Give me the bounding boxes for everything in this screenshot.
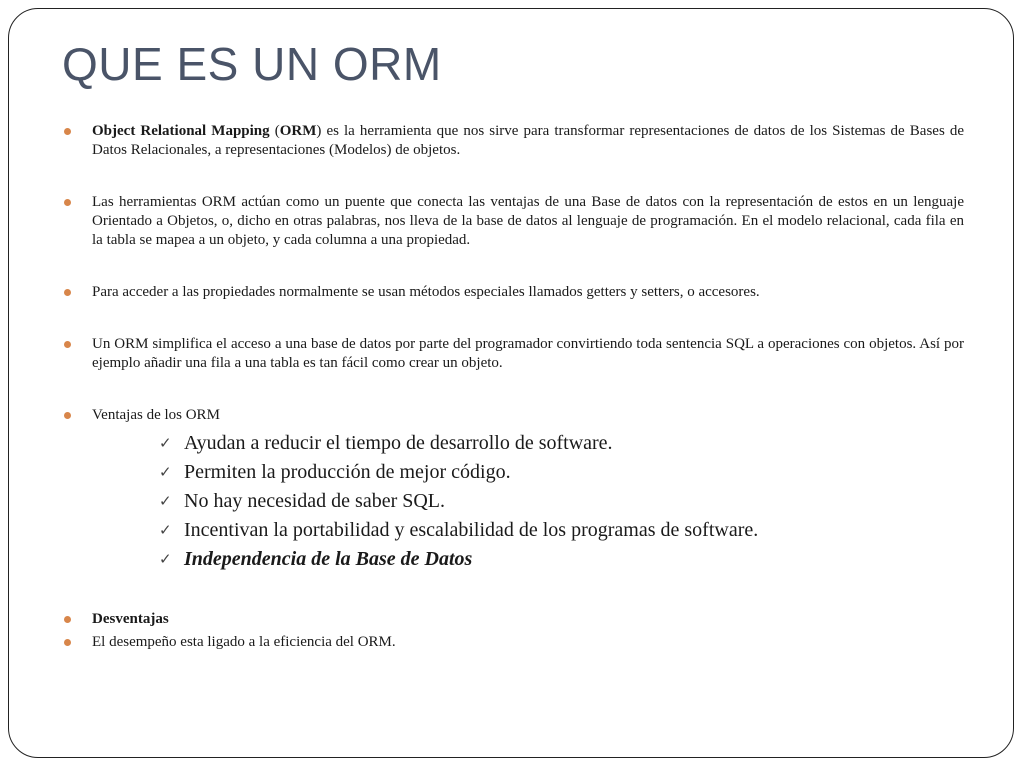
bullet-dot-icon [64,616,71,623]
abbr-text: ORM [279,123,317,139]
bullet-dot-icon [64,289,71,296]
bullet-desventajas-text [62,633,964,652]
bullet-orm-bridge [62,193,964,250]
simplifies-text: Un ORM simplifica el acceso a una base de datos por parte del programador convirtiendo toda sentencia SQL a operaciones con objetos. Así por ejemplo añadir una fila a una tabla es tan fácil como crear un objeto. [92,336,964,371]
bullet-dot-icon [64,341,71,348]
checkmark-icon: ✓ [159,463,172,481]
paren-open-text: ( [269,123,280,139]
checkmark-icon: ✓ [159,434,172,452]
bullet-ventajas-heading [62,406,964,425]
ventajas-list [62,429,964,574]
getters-text: Para acceder a las propiedades normalmente se usan métodos especiales llamados getters y setters, o accesores. [92,284,760,300]
checkmark-icon: ✓ [159,492,172,510]
list-item-text: Ayudan a reducir el tiempo de desarrollo de software. [184,432,613,454]
list-item [62,545,964,574]
ventajas-heading: Ventajas de los ORM [92,407,220,423]
list-item [62,516,964,545]
bridge-text: Las herramientas ORM actúan como un puente que conecta las ventajas de una Base de datos con la representación de estos en un lenguaje Orientado a Objetos, o, dicho en otras palabras, nos lleva de la base de datos al lenguaje de programación. En el modelo relacional, cada fila en la tabla se mapea a un objeto, y cada columna a una propiedad. [92,194,964,248]
slide-content [62,122,964,652]
desventajas-heading: Desventajas [92,611,169,627]
bullet-orm-definition [62,122,964,160]
bullet-dot-icon [64,412,71,419]
desventajas-text: El desempeño esta ligado a la eficiencia del ORM. [92,634,396,650]
slide-title: QUE ES UN ORM [62,38,442,90]
list-item-text: Independencia de la Base de Datos [184,548,473,570]
term-text: Object Relational Mapping [92,123,270,139]
checkmark-icon: ✓ [159,521,172,539]
list-item [62,458,964,487]
bullet-desventajas-heading [62,610,964,629]
list-item [62,429,964,458]
bullet-orm-simplifies [62,335,964,373]
list-item [62,487,964,516]
bullet-dot-icon [64,639,71,646]
bullet-dot-icon [64,199,71,206]
list-item-text: No hay necesidad de saber SQL. [184,490,446,512]
list-item-text: Permiten la producción de mejor código. [184,461,511,483]
bullet-getters-setters [62,283,964,302]
bullet-dot-icon [64,128,71,135]
checkmark-icon: ✓ [159,550,172,568]
list-item-text: Incentivan la portabilidad y escalabilidad de los programas de software. [184,519,759,541]
definition-text: ) es la herramienta que nos sirve para transformar representaciones de datos de los Sistemas de Bases de Datos Relacionales, a representaciones (Modelos) de objetos. [92,123,965,158]
